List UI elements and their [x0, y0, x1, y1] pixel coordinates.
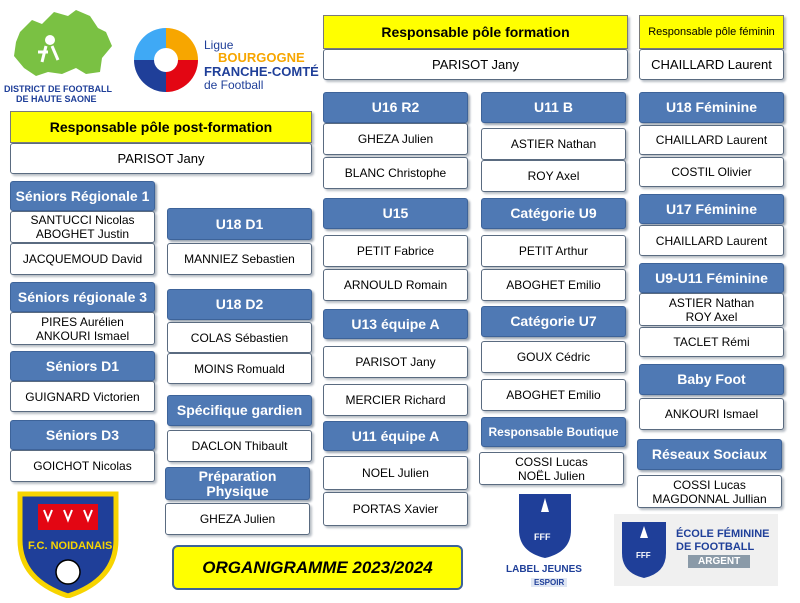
u13a-staff-1: PARISOT Jany [323, 346, 468, 378]
seniors-r3-header: Séniors régionale 3 [10, 282, 155, 312]
u13a-header: U13 équipe A [323, 309, 468, 339]
u11a-staff-2: PORTAS Xavier [323, 492, 468, 526]
ecole-line3: ARGENT [688, 555, 750, 568]
seniors-r1-name-2: ABOGHET Justin [35, 227, 130, 241]
seniors-r1-staff-2: JACQUEMOUD David [10, 243, 155, 275]
u15-staff-1: PETIT Fabrice [323, 235, 468, 267]
boutique-staff [479, 452, 624, 485]
reseaux-name-2: MAGDONNAL Jullian [652, 491, 767, 506]
haute-saone-map-icon [2, 2, 122, 82]
fc-noidanais-text: F.C. NOIDANAIS [28, 540, 113, 552]
u9-staff-1: PETIT Arthur [481, 235, 626, 267]
seniors-d3-staff: GOICHOT Nicolas [10, 450, 155, 482]
ecole-line1: ÉCOLE FÉMININE [676, 528, 770, 540]
reseaux-name-1: COSSI Lucas [673, 477, 746, 492]
u18d2-staff-2: MOINS Romuald [167, 353, 312, 384]
u9u11f-name-2: ROY Axel [685, 309, 738, 324]
seniors-r1-header: Séniors Régionale 1 [10, 181, 155, 211]
ecole-feminine-logo [614, 514, 778, 586]
u7-staff-1: GOUX Cédric [481, 341, 626, 373]
seniors-d1-header: Séniors D1 [10, 351, 155, 381]
label-jeunes-line2: ESPOIR [531, 578, 567, 587]
u11b-staff-1: ASTIER Nathan [481, 128, 626, 160]
u18f-staff-1: CHAILLARD Laurent [639, 125, 784, 155]
u9-header: Catégorie U9 [481, 198, 626, 229]
u15-header: U15 [323, 198, 468, 229]
u11b-staff-2: ROY Axel [481, 160, 626, 192]
u18d2-staff-1: COLAS Sébastien [167, 322, 312, 353]
fff-ecole-crest-icon [619, 519, 669, 581]
prepa-header: Préparation Physique [165, 467, 310, 500]
ligue-logo-line2: BOURGOGNE [218, 50, 305, 65]
label-jeunes-logo [503, 488, 588, 596]
boutique-header: Responsable Boutique [481, 417, 626, 447]
label-fff-text: FFF [534, 532, 551, 542]
post-formation-name: PARISOT Jany [10, 143, 312, 174]
seniors-r1-staff [10, 211, 155, 243]
babyfoot-staff: ANKOURI Ismael [639, 398, 784, 430]
fff-crest-icon [515, 490, 575, 560]
u18d1-header: U18 D1 [167, 208, 312, 240]
feminin-name: CHAILLARD Laurent [639, 49, 784, 80]
u16r2-header: U16 R2 [323, 92, 468, 123]
district-logo [0, 0, 125, 105]
seniors-d3-header: Séniors D3 [10, 420, 155, 450]
reseaux-staff [637, 475, 782, 508]
babyfoot-header: Baby Foot [639, 364, 784, 395]
boutique-name-2: NOËL Julien [518, 468, 585, 483]
ligue-logo-line3: FRANCHE-COMTÉ [204, 64, 319, 79]
ligue-logo [130, 20, 320, 100]
u9u11f-staff-2: TACLET Rémi [639, 327, 784, 357]
district-logo-line2: DE HAUTE SAONE [16, 94, 97, 104]
seniors-r3-staff [10, 312, 155, 345]
post-formation-header: Responsable pôle post-formation [10, 111, 312, 143]
u18f-header: U18 Féminine [639, 92, 784, 123]
u9-staff-2: ABOGHET Emilio [481, 269, 626, 301]
gardien-staff: DACLON Thibault [167, 430, 312, 462]
ecole-line2: DE FOOTBALL [676, 541, 755, 553]
u7-header: Catégorie U7 [481, 306, 626, 337]
ecole-fff-text: FFF [636, 551, 651, 560]
u18f-staff-2: COSTIL Olivier [639, 157, 784, 187]
feminin-header: Responsable pôle féminin [639, 15, 784, 49]
prepa-staff: GHEZA Julien [165, 503, 310, 535]
district-logo-line1: DISTRICT DE FOOTBALL [4, 84, 112, 94]
u11a-staff-1: NOEL Julien [323, 456, 468, 490]
seniors-r3-name-2: ANKOURI Ismael [35, 328, 130, 343]
u9u11f-staff-1 [639, 293, 784, 326]
seniors-r3-name-1: PIRES Aurélien [41, 314, 124, 329]
ligue-logo-line4: de Football [204, 78, 264, 92]
gardien-header: Spécifique gardien [167, 395, 312, 426]
u11a-header: U11 équipe A [323, 421, 468, 451]
u16r2-staff-2: BLANC Christophe [323, 157, 468, 189]
u13a-staff-2: MERCIER Richard [323, 384, 468, 416]
ligue-logo-line1: Ligue [204, 38, 234, 52]
label-jeunes-line1: LABEL JEUNES [506, 564, 582, 575]
seniors-r1-name-1: SANTUCCI Nicolas [30, 213, 135, 227]
page-title: ORGANIGRAMME 2023/2024 [172, 545, 463, 590]
u11b-header: U11 B [481, 92, 626, 123]
seniors-d1-staff: GUIGNARD Victorien [10, 381, 155, 412]
u9u11f-name-1: ASTIER Nathan [668, 295, 755, 310]
ligue-ball-icon [130, 24, 202, 96]
u15-staff-2: ARNOULD Romain [323, 269, 468, 301]
formation-header: Responsable pôle formation [323, 15, 628, 49]
reseaux-header: Réseaux Sociaux [637, 439, 782, 470]
u18d2-header: U18 D2 [167, 289, 312, 320]
u7-staff-2: ABOGHET Emilio [481, 379, 626, 411]
u16r2-staff-1: GHEZA Julien [323, 123, 468, 155]
u17f-staff: CHAILLARD Laurent [639, 225, 784, 256]
fc-noidanais-logo [14, 490, 122, 598]
u9u11f-header: U9-U11 Féminine [639, 263, 784, 293]
u18d1-staff: MANNIEZ Sebastien [167, 243, 312, 275]
boutique-name-1: COSSI Lucas [515, 454, 588, 469]
u17f-header: U17 Féminine [639, 194, 784, 224]
formation-name: PARISOT Jany [323, 49, 628, 80]
